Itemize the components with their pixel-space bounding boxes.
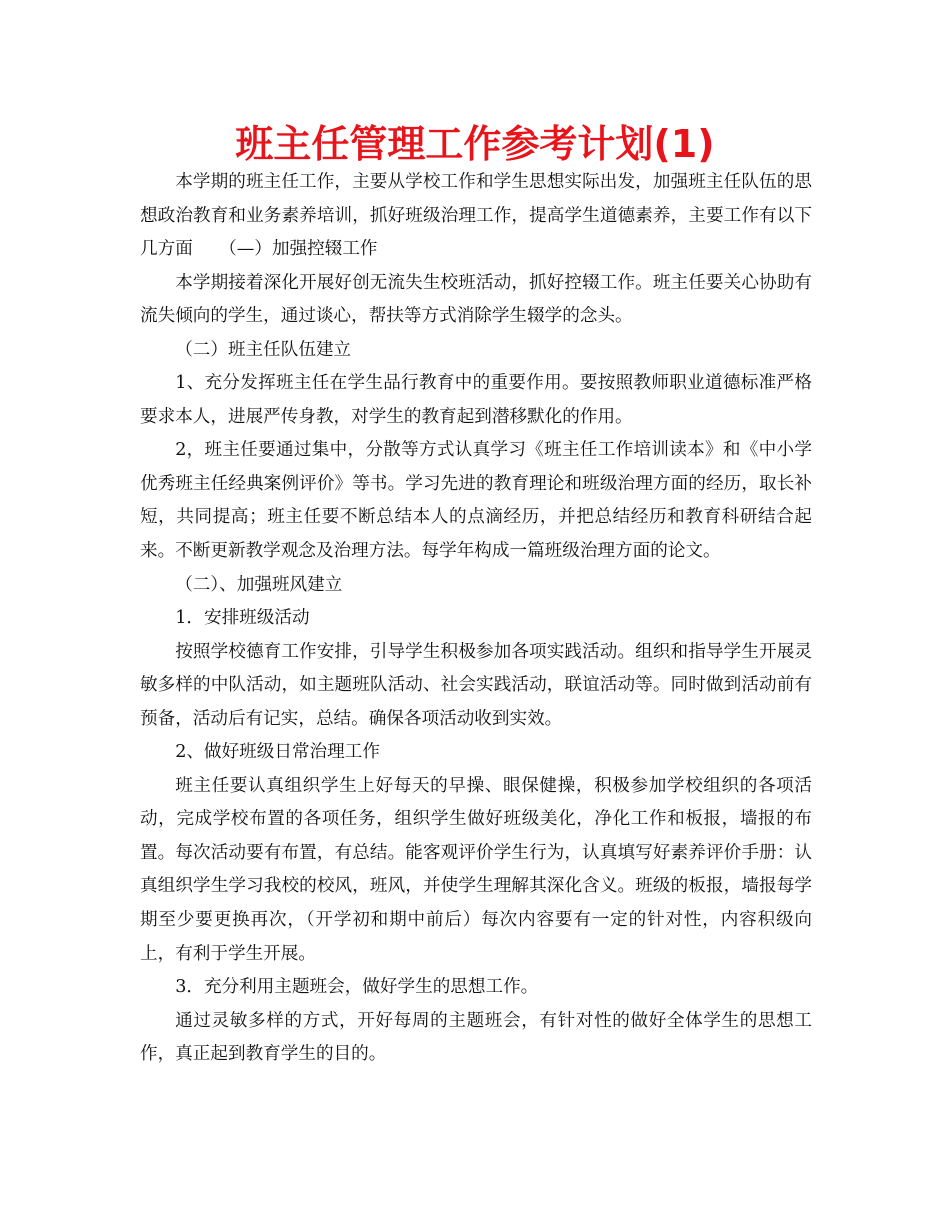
- subheading-class-activities: 1．安排班级活动: [175, 608, 310, 629]
- subheading-theme-meeting: 3．充分利用主题班会，做好学生的思想工作。: [175, 977, 539, 998]
- paragraph-teacher-role: 1、充分发挥班主任在学生品行教育中的重要作用。要按照教师职业道德标准严格要求本人，进展严传身教，对学生的教育起到潜移默化的作用。: [140, 373, 812, 427]
- paragraph-class-activities: 按照学校德育工作安排，引导学生积极参加各项实践活动。组织和指导学生开展灵敏多样的中队活动，如主题班队活动、社会实践活动，联谊活动等。同时做到活动前有预备，活动后有记实，总结。确保各项活动收到实效。: [140, 641, 812, 729]
- paragraph-dropout-control: 本学期接着深化开展好创无流失生校班活动，抓好控辍工作。班主任要关心协助有流失倾向的学生，通过谈心，帮扶等方式消除学生辍学的念头。: [140, 272, 812, 327]
- document-title: 班主任管理工作参考计划(1): [235, 122, 715, 166]
- paragraph-daily-management: 班主任要认真组织学生上好每天的早操、眼保健操，积极参加学校组织的各项活动，完成学校布置的各项任务，组织学生做好班级美化，净化工作和板报，墙报的布置。每次活动要有布置，有总结。能客观评价学生行为，认真填写好素养评价手册：认真组织学生学习我校的校风，班风，并使学生理解其深化含义。班级的板报，墙报每学期至少要更换再次，（开学初和期中前后）每次内容要有一定的针对性，内容积级向上，有利于学生开展。: [140, 775, 812, 964]
- paragraph-theme-meeting: 通过灵敏多样的方式，开好每周的主题班会，有针对性的做好全体学生的思想工作，真正起到教育学生的目的。: [140, 1010, 812, 1065]
- section-heading-class-style: （二）、加强班风建立: [175, 574, 343, 595]
- paragraph-intro: 本学期的班主任工作，主要从学校工作和学生思想实际出发，加强班主任队伍的思想政治教育和业务素养培训，抓好班级治理工作，提高学生道德素养，主要工作有以下几方面 （—）加强控辍工作: [140, 172, 812, 260]
- paragraph-teacher-study: 2，班主任要通过集中，分散等方式认真学习《班主任工作培训读本》和《中小学优秀班主任经典案例评价》等书。学习先进的教育理论和班级治理方面的经历，取长补短，共同提高；班主任要不断总结本人的点滴经历，并把总结经历和教育科研结合起来。不断更新教学观念及治理方法。每学年构成一篇班级治理方面的论文。: [140, 440, 812, 562]
- section-heading-teacher-team: （二）班主任队伍建立: [175, 339, 352, 360]
- subheading-daily-management: 2、做好班级日常治理工作: [175, 742, 380, 763]
- document-body: [140, 166, 812, 1072]
